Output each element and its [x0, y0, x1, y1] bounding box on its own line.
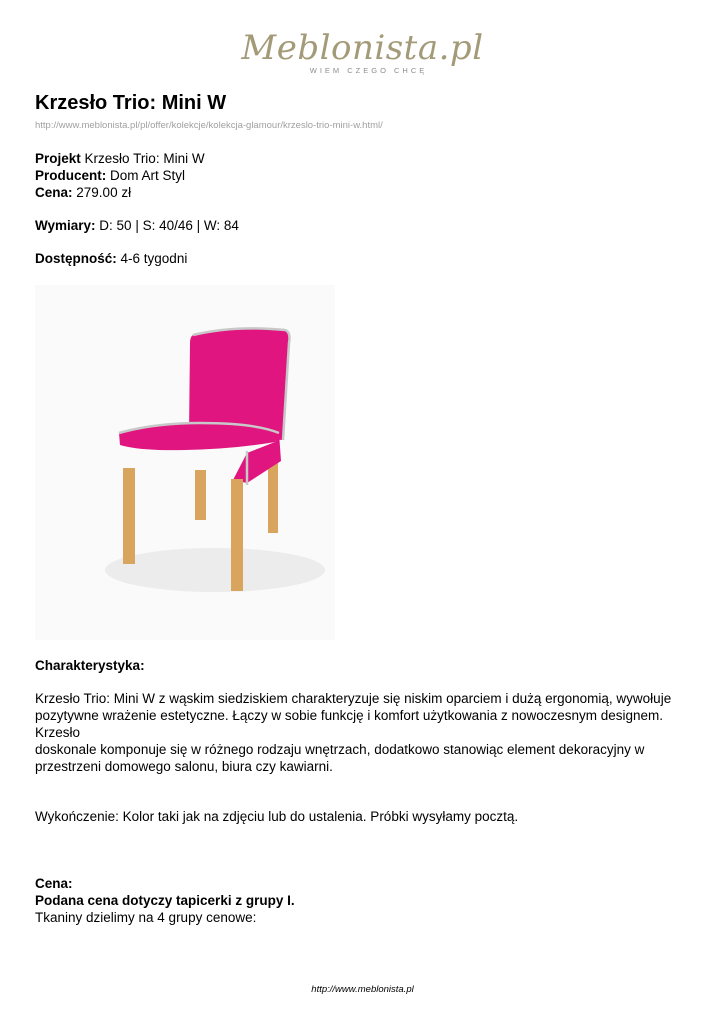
page-title: Krzesło Trio: Mini W [35, 92, 227, 114]
paragraph-line: przestrzeni domowego salonu, biura czy kawiarni. [35, 759, 333, 774]
project-value: Krzesło Trio: Mini W [84, 151, 205, 166]
characteristics-heading-block [35, 657, 695, 674]
price-value: 279.00 zł [76, 185, 132, 200]
logo-wordmark: Meblonista.pl [241, 28, 484, 68]
dimensions-label: Wymiary: [35, 218, 96, 233]
logo-tagline: WIEM CZEGO CHCĘ [309, 66, 428, 75]
chair-leg-front-right [231, 479, 243, 591]
pricing-block [35, 875, 695, 926]
project-label: Projekt [35, 151, 81, 166]
paragraph-line: Krzesło Trio: Mini W z wąskim siedziskiem charakteryzuje się niskim oparciem i dużą ergonomią, wywołuje [35, 691, 672, 706]
availability-row [35, 250, 239, 267]
paragraph-line: pozytywne wrażenie estetyczne. Łączy w sobie funkcję i komfort użytkowania z nowoczesnym designem. Krzesło [35, 708, 664, 740]
price-row [35, 184, 239, 201]
dimensions-row [35, 217, 239, 234]
characteristics-paragraph [35, 690, 695, 775]
pricing-heading: Cena: [35, 876, 73, 891]
pricing-note: Podana cena dotyczy tapicerki z grupy I. [35, 893, 295, 908]
product-url[interactable]: http://www.meblonista.pl/pl/offer/kolekcje/kolekcja-glamour/krzeslo-trio-mini-w.html/ [35, 120, 383, 131]
dimensions-value: D: 50 | S: 40/46 | W: 84 [99, 218, 239, 233]
product-details [35, 150, 239, 267]
project-row [35, 150, 239, 167]
finish-text: Wykończenie: Kolor taki jak na zdjęciu lub do ustalenia. Próbki wysyłamy pocztą. [35, 809, 519, 824]
footer-url[interactable]: http://www.meblonista.pl [311, 984, 414, 995]
producer-row [35, 167, 239, 184]
logo[interactable] [0, 28, 725, 75]
producer-value: Dom Art Styl [110, 168, 186, 183]
chair-leg-front-left [123, 468, 135, 564]
price-label: Cena: [35, 185, 73, 200]
chair-leg-back-right [268, 463, 278, 533]
chair-leg-back-left [195, 470, 206, 520]
availability-value: 4-6 tygodni [120, 251, 188, 266]
product-image [35, 285, 335, 640]
producer-label: Producent: [35, 168, 107, 183]
availability-label: Dostępność: [35, 251, 117, 266]
characteristics-heading: Charakterystyka: [35, 658, 145, 673]
paragraph-line: doskonale komponuje się w różnego rodzaju wnętrzach, dodatkowo stanowiąc element dekoracyjny w [35, 742, 645, 757]
pricing-groups: Tkaniny dzielimy na 4 grupy cenowe: [35, 910, 257, 925]
